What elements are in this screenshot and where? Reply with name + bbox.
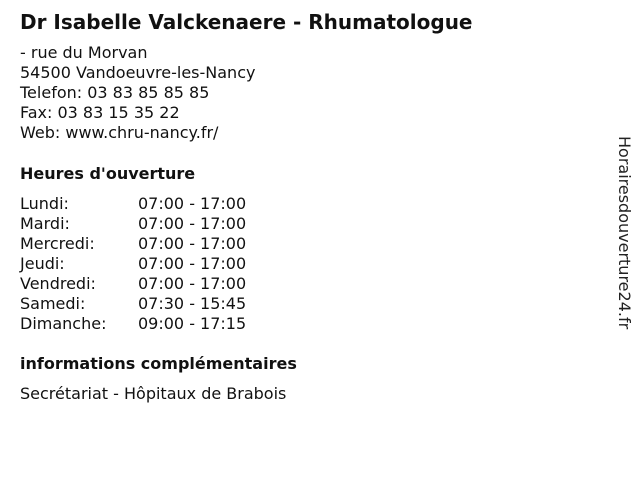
- time-range: 07:00 - 17:00: [138, 214, 247, 233]
- phone-number: Telefon: 03 83 85 85 85: [20, 83, 210, 102]
- day-label: Samedi:: [20, 294, 86, 313]
- website-link: Web: www.chru-nancy.fr/: [20, 123, 219, 142]
- opening-hours-heading: Heures d'ouverture: [20, 164, 196, 183]
- additional-info-heading: informations complémentaires: [20, 354, 297, 373]
- hours-row: [20, 274, 246, 294]
- address-block: [20, 43, 255, 143]
- day-label: Jeudi:: [20, 254, 65, 273]
- hours-row: [20, 194, 246, 214]
- time-range: 07:00 - 17:00: [138, 194, 247, 213]
- hours-row: [20, 254, 246, 274]
- additional-info-text: Secrétariat - Hôpitaux de Brabois: [20, 384, 287, 403]
- day-label: Mercredi:: [20, 234, 95, 253]
- time-range: 07:00 - 17:00: [138, 234, 247, 253]
- day-label: Lundi:: [20, 194, 69, 213]
- hours-row: [20, 294, 246, 314]
- time-range: 07:00 - 17:00: [138, 274, 247, 293]
- fax-number: Fax: 03 83 15 35 22: [20, 103, 180, 122]
- page-title: Dr Isabelle Valckenaere - Rhumatologue: [20, 10, 473, 34]
- site-watermark: Horairesdouverture24.fr: [615, 136, 634, 330]
- street-address: - rue du Morvan: [20, 43, 148, 62]
- hours-row: [20, 214, 246, 234]
- day-label: Mardi:: [20, 214, 70, 233]
- time-range: 07:00 - 17:00: [138, 254, 247, 273]
- hours-row: [20, 234, 246, 254]
- hours-row: [20, 314, 246, 334]
- city-address: 54500 Vandoeuvre-les-Nancy: [20, 63, 256, 82]
- day-label: Vendredi:: [20, 274, 96, 293]
- opening-hours-table: [20, 194, 246, 334]
- day-label: Dimanche:: [20, 314, 107, 333]
- time-range: 09:00 - 17:15: [138, 314, 247, 333]
- time-range: 07:30 - 15:45: [138, 294, 247, 313]
